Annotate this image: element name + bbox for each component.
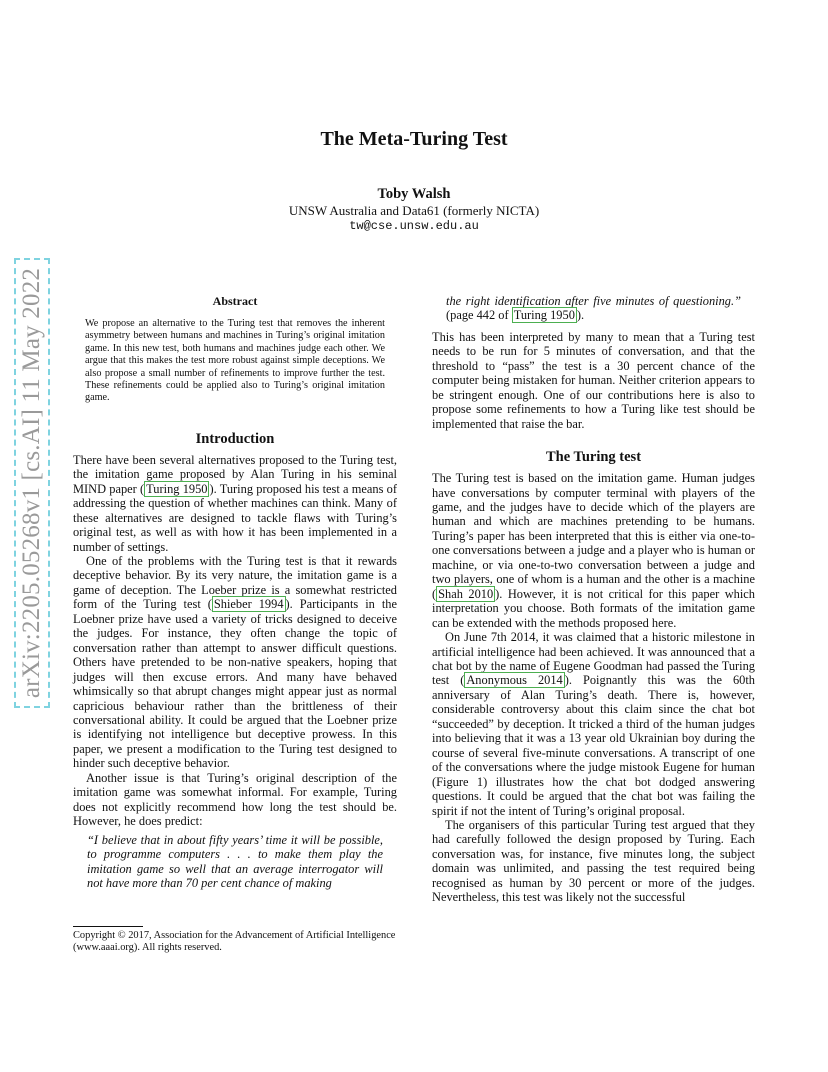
intro-paragraph-4: This has been interpreted by many to mean that a Turing test needs to be run for 5 minutes of conversation, and that the threshold to “pass” the test is a 30 percent chance of the computer being mistaken for human. Neither criterion appears to be stringent enough. One of our contributions here is also to propose some refinements to how a Turing like test should be implemented that raise the bar. <box>432 329 755 431</box>
copyright-text: Copyright © 2017, Association for the Advancement of Artificial Intelligence (www.aaai.org). All rights reserved. <box>73 930 396 954</box>
citation-turing-1950-b[interactable]: Turing 1950 <box>513 308 575 323</box>
quote-ref-text-a: (page 442 of <box>446 308 512 323</box>
intro-p1-text-a: There have been several alternatives proposed to the Turing test, the imitation game proposed by Alan Turing in his seminal MIND paper <box>73 452 397 496</box>
abstract-text: We propose an alternative to the Turing test that removes the inherent asymmetry between humans and machines in Turing’s original imitation game. In this new test, both humans and machines judge each other. We argue that this makes the test more robust against simple deceptions. We also propose a small number of refinements to improve further the test. These refinements could be applied also to Turing’s original imitation game. <box>85 318 385 404</box>
abstract-heading: Abstract <box>212 294 258 308</box>
author-block <box>0 186 828 234</box>
author-email: tw@cse.unsw.edu.au <box>349 219 479 233</box>
turing-quote-text: the right identification after five minutes of questioning.” <box>446 294 741 308</box>
footnote-rule <box>73 926 143 927</box>
intro-p1-text-b: . Turing proposed his test a means of addressing the question of whether machines can think. Many of these alternatives are designed to tackle flaws with Turing’s original test, as well as with how it has been implemented in a number of settings. <box>73 481 397 554</box>
tt-p1-text-a: The Turing test is based on the imitation game. Human judges have conversations by computer terminal with players of the game, and the judges have to decide which of the players are human and which are machines pretending to be humans. Turing’s paper has been interpreted that this is either via one-to-one conversations between a judge and a player who is human or machine, or via one-to-two conversation between a judge and two players, one of whom is a human and the other is a machine <box>432 471 755 587</box>
tt-p2-text-a: On June 7th 2014, it was claimed that a historic milestone in artificial intelligence had been achieved. It was announced that a chat bot by the name of Eugene Goodman had passed the Turing test <box>432 630 755 688</box>
intro-p2-text-a: One of the problems with the Turing test is that it rewards deceptive behavior. By its very nature, the imitation game is a game of deception. The Loeber prize is a somewhat restricted form of the Turing test <box>73 554 397 612</box>
turing-test-paragraph-3: The organisers of this particular Turing test argued that they had carefully followed the design proposed by Turing. Each conversation was, for instance, five minutes long, the subject domain was unlimited, and passing the test required being recognised as human by 30 percent or more of the judges. Nevertheless, this test was likely not the successful <box>432 817 755 905</box>
turing-test-paragraph-2: On June 7th 2014, it was claimed that a historic milestone in artificial intelligence had been achieved. It was announced that a chat bot by the name of Eugene Goodman had passed the Turing test ( Anonymous 2014 ). Poignantly this was the 60th anniversary of Alan Turing’s death. There is, however, considerable controversy about this claim since the chat bot “succeeded” by deception. It tricked a third of the human judges into believing that it was a 13 year old Ukrainian boy during the course of several five-minute conversations. A transcript of one of the conversations where the judge mistook Eugene for human (Figure 1) illustrates how the chat bot dodged answering questions. It could be argued that the chat bot was failing the spirit if not the intent of Turing’s original proposal. <box>432 630 756 818</box>
arxiv-stamp <box>14 258 50 708</box>
intro-p2-text-b: . Participants in the Loebner prize have used a variety of tricks designed to deceive the judges. For instance, they often change the topic of conversation rather than attempt to answer difficult questions. Others have pretended to be non-native speakers, hoping that judges will then excuse errors. And many have behaved whimsically so that abrupt changes might appear just as normal capricious behaviour rather than the brittleness of their conversational ability. It could be argued that the Loebner prize is identifying not intelligence but deceptive prowess. In this paper, we present a modification to the Turing test designed to hinder such deceptive behavior. <box>73 597 397 771</box>
intro-paragraph-2: One of the problems with the Turing test is that it rewards deceptive behavior. By its very nature, the imitation game is a game of deception. The Loeber prize is a somewhat restricted form of the Turing test ( Shieber 1994 ). Participants in the Loebner prize have used a variety of tricks designed to deceive the judges. For instance, they often change the topic of conversation rather than attempt to answer difficult questions. Others have pretended to be non-native speakers, hoping that judges will then excuse errors. And many have behaved whimsically so that abrupt changes might appear just as normal capricious behaviour rather than the brittleness of their conversational ability. It could be argued that the Loebner prize is identifying not intelligence but deceptive prowess. In this paper, we present a modification to the Turing test designed to hinder such deceptive behavior. <box>73 554 397 771</box>
paper-title: The Meta-Turing Test <box>320 128 508 150</box>
tt-p2-text-b: . Poignantly this was the 60th anniversary of Alan Turing’s death. There is, however, considerable controversy about this claim since the chat bot “succeeded” by deception. It tricked a third of the human judges into believing that it was a 13 year old Ukrainian boy during the course of several five-minute conversations. A transcript of one of the conversations where the judge mistook Eugene for human (Figure 1) illustrates how the chat bot dodged answering questions. It could be argued that the chat bot was failing the spirit if not the intent of Turing’s original proposal. <box>432 673 756 818</box>
turing-test-paragraph-1: The Turing test is based on the imitation game. Human judges have conversations by computer terminal with players of the game, and the judges have to decide which of the players are human and which are machines pretending to be humans. Turing’s paper has been interpreted that this is either via one-to-one conversations between a judge and a player who is human or machine, or via one-to-two conversation between a judge and two players, one of whom is a human and the other is a machine ( Shah 2010 ). However, it is not critical for this paper which interpretation you choose. Both formats of the imitation game can be extended with the methods proposed here. <box>432 471 755 630</box>
author-affiliation: UNSW Australia and Data61 (formerly NICTA) <box>288 203 540 218</box>
citation-anonymous-2014[interactable]: Anonymous 2014 <box>466 673 563 688</box>
citation-shieber-1994[interactable]: Shieber 1994 <box>213 597 284 612</box>
left-column <box>73 294 397 890</box>
intro-paragraph-3: Another issue is that Turing’s original description of the imitation game was somewhat informal. For example, Turing does not explicitly recommend how long the test should be. However, he does predict: <box>73 770 397 829</box>
citation-shah-2010[interactable]: Shah 2010 <box>438 586 494 601</box>
right-column <box>432 294 755 905</box>
turing-quote-part-2 <box>446 294 741 323</box>
introduction-heading: Introduction <box>195 430 275 447</box>
citation-turing-1950[interactable]: Turing 1950 <box>146 481 208 496</box>
tt-p1-text-b: . However, it is not critical for this paper which interpretation you choose. Both formats of the imitation game can be extended with the methods proposed here. <box>432 586 755 630</box>
arxiv-stamp-text: arXiv:2205.05268v1 [cs.AI] 11 May 2022 <box>18 267 45 699</box>
author-name: Toby Walsh <box>377 186 451 202</box>
copyright-footnote <box>73 926 397 955</box>
quote-ref-text-b: ). <box>576 308 585 323</box>
intro-paragraph-1: There have been several alternatives proposed to the Turing test, the imitation game proposed by Alan Turing in his seminal MIND paper ( Turing 1950 ). Turing proposed his test a means of addressing the question of whether machines can think. Many of these alternatives are designed to tackle flaws with Turing’s original test, as well as with how it has been implemented in a number of settings. <box>73 452 397 554</box>
turing-test-heading: The Turing test <box>545 449 642 466</box>
turing-quote-part-1: “I believe that in about fifty years’ time it will be possible, to programme computers . . . to make them play the imitation game so well that an average interrogator will not have more than 70 per cent chance of making <box>87 832 383 890</box>
